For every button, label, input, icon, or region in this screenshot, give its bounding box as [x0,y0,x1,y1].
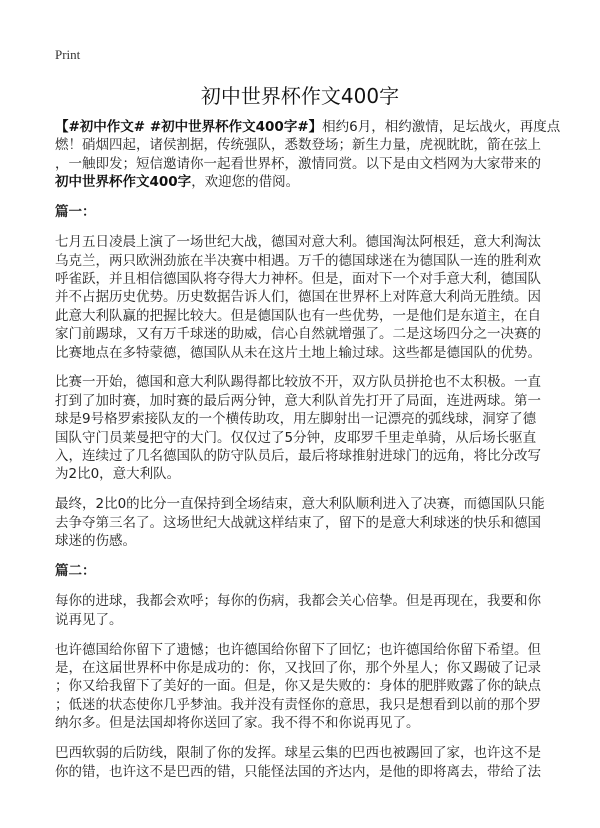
intro-paragraph [55,118,561,192]
section-heading: 篇一： [55,204,96,221]
paragraph-line: 你的错，也许这不是巴西的错，只能怪法国的齐达内，是他的即将离去，带给了法 [55,763,541,780]
paragraph-line: 入，连续过了几名德国队的防守队员后，最后将球推射进球门的远角，将比分改写 [55,448,541,465]
section-heading: 篇二： [55,563,96,580]
paragraph-line: 纳尔多。但是法国却将你送回了家。我不得不和你说再见了。 [55,715,420,732]
paragraph-line: 是，在这届世界杯中你是成功的：你，又找回了你，那个外星人；你又踢破了记录 [55,659,541,676]
paragraph-line: 家门前踢球，又有万千球迷的助威，信心自然就增强了。二是这场四分之一决赛的 [55,326,541,343]
paragraph [55,641,555,733]
paragraph-line: 球迷的伤感。 [55,533,136,550]
intro-bold-title: 初中世界杯作文400字 [55,174,192,191]
intro-line: ，一触即发；短信邀请你一起看世界杯，激情同赏。以下是由文档网为大家带来的 [55,155,541,172]
paragraph-line: 七月五日凌晨上演了一场世纪大战，德国对意大利。德国淘汰阿根廷，意大利淘汰 [55,234,541,251]
intro-text: 相约6月，相约激情，足坛战火，再度点 [322,119,561,135]
paragraph-line: 国队守门员莱曼把守的大门。仅仅过了5分钟，皮耶罗千里走单骑，从后场长驱直 [55,429,537,446]
paragraph-line: 最终，2比0的比分一直保持到全场结束，意大利队顺利进入了决赛，而德国队只能 [55,496,545,513]
document-title: 初中世界杯作文400字 [200,84,400,108]
paragraph-line: 此意大利队赢的把握比较大。但是德国队也有一些优势，一是他们是东道主，在自 [55,307,541,324]
paragraph-line: 呼雀跃，并且相信德国队将夺得大力神杯。但是，面对下一个对手意大利，德国队 [55,270,541,287]
paragraph-line: 去争夺第三名了。这场世纪大战就这样结束了，留下的是意大利球迷的快乐和德国 [55,514,541,531]
paragraph-line: 比赛地点在多特蒙德，德国队从未在这片土地上输过球。这些都是德国队的优势。 [55,344,541,361]
paragraph [55,233,555,362]
intro-text: ，欢迎您的借阅。 [191,174,300,191]
paragraph [55,373,555,483]
paragraph [55,495,555,550]
document-body [55,118,561,792]
paragraph-line: 每你的进球，我都会欢呼；每你的伤病，我都会关心倍挚。但是再现在，我要和你 [55,593,541,610]
paragraph-line: ；低迷的状态使你几乎梦油。我并没有责怪你的意思，我只是想看到以前的那个罗 [55,696,541,713]
paragraph-line: 球是9号格罗索接队友的一个横传助攻，用左脚射出一记漂亮的弧线球，洞穿了德 [55,411,537,428]
paragraph-line: ；你又给我留下了美好的一面。但是，你又是失败的：身体的肥胖败露了你的缺点 [55,678,541,695]
intro-line: 燃！硝烟四起，诸侯割据，传统强队，悉数登场；新生力量，虎视眈眈，箭在弦上 [55,137,541,154]
print-link[interactable]: Print [55,47,81,62]
intro-tag: 【#初中作文# #初中世界杯作文400字#】 [55,119,323,135]
paragraph [55,744,555,781]
paragraph-line: 打到了加时赛，加时赛的最后两分钟，意大利队首先打开了局面，连进两球。第一 [55,392,541,409]
paragraph-line: 并不占据历史优势。历史数据告诉人们，德国在世界杯上对阵意大利尚无胜绩。因 [55,289,541,306]
paragraph-line: 为2比0，意大利队。 [55,466,181,483]
paragraph [55,592,555,629]
paragraph-line: 乌克兰，两只欧洲劲旅在半决赛中相遇。万千的德国球迷在为德国队一连的胜利欢 [55,252,541,269]
paragraph-line: 比赛一开始，德国和意大利队踢得都比较放不开，双方队员拼抢也不太积极。一直 [55,374,541,391]
sections [55,203,555,781]
paragraph-line: 也许德国给你留下了遗憾；也许德国给你留下了回忆；也许德国给你留下希望。但 [55,641,541,658]
paragraph-line: 巴西软弱的后防线，限制了你的发挥。球星云集的巴西也被踢回了家，也许这不是 [55,745,541,762]
paragraph-line: 说再见了。 [55,611,123,628]
